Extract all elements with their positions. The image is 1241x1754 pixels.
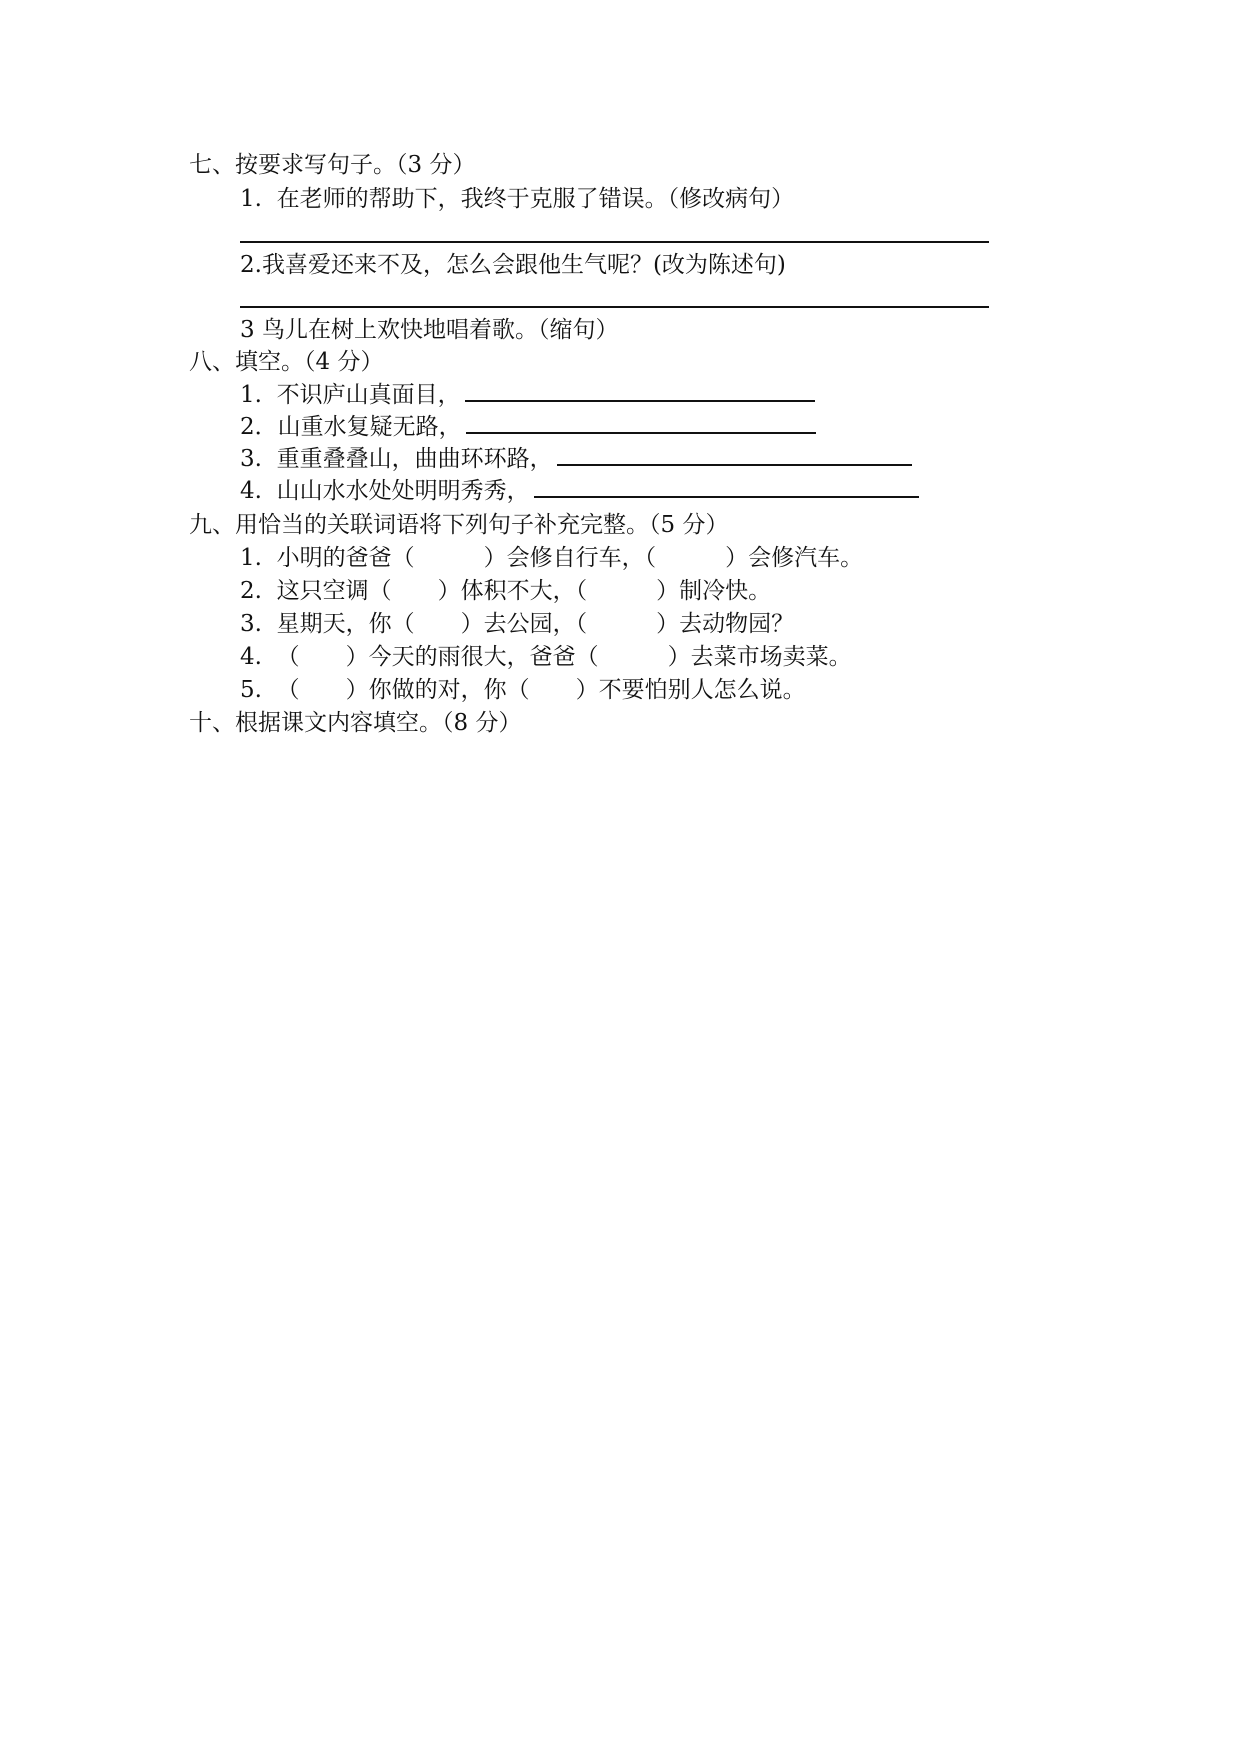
section-9-item-4: 4. （ ）今天的雨很大，爸爸（ ）去菜市场卖菜。 xyxy=(240,644,852,670)
section-9-heading: 九、用恰当的关联词语将下列句子补充完整。（5 分） xyxy=(189,512,729,538)
section-7-item-1: 1. 在老师的帮助下，我终于克服了错误。（修改病句） xyxy=(240,186,795,212)
section-8-item-1-text: 1. 不识庐山真面目， xyxy=(240,382,461,408)
fill-blank-8-3[interactable] xyxy=(557,444,912,466)
section-10-heading: 十、根据课文内容填空。（8 分） xyxy=(189,710,522,736)
section-8-item-3 xyxy=(240,444,912,474)
section-7-item-3: 3 鸟儿在树上欢快地唱着歌。（缩句） xyxy=(240,317,619,343)
answer-line-7-1[interactable] xyxy=(240,241,989,243)
section-8-item-1 xyxy=(240,380,815,410)
fill-blank-8-4[interactable] xyxy=(534,476,919,498)
section-7-item-2: 2.我喜爱还来不及，怎么会跟他生气呢？(改为陈述句) xyxy=(240,252,786,278)
section-8-item-2 xyxy=(240,412,816,442)
fill-blank-8-2[interactable] xyxy=(466,412,816,434)
section-9-item-3: 3. 星期天，你（ ）去公园，（ ）去动物园？ xyxy=(240,611,795,637)
section-9-item-5: 5. （ ）你做的对，你（ ）不要怕别人怎么说。 xyxy=(240,677,806,703)
section-9-item-2: 2. 这只空调（ ）体积不大，（ ）制冷快。 xyxy=(240,578,772,604)
section-9-item-1: 1. 小明的爸爸（ ）会修自行车，（ ）会修汽车。 xyxy=(240,545,864,571)
section-7-heading: 七、按要求写句子。（3 分） xyxy=(189,152,476,178)
section-8-item-2-text: 2．山重水复疑无路， xyxy=(240,414,462,440)
section-8-item-4 xyxy=(240,476,919,506)
section-8-heading: 八、填空。（4 分） xyxy=(189,349,384,375)
answer-line-7-2[interactable] xyxy=(240,306,989,308)
section-8-item-3-text: 3. 重重叠叠山，曲曲环环路， xyxy=(240,446,553,472)
fill-blank-8-1[interactable] xyxy=(465,380,815,402)
section-8-item-4-text: 4. 山山水水处处明明秀秀， xyxy=(240,478,530,504)
